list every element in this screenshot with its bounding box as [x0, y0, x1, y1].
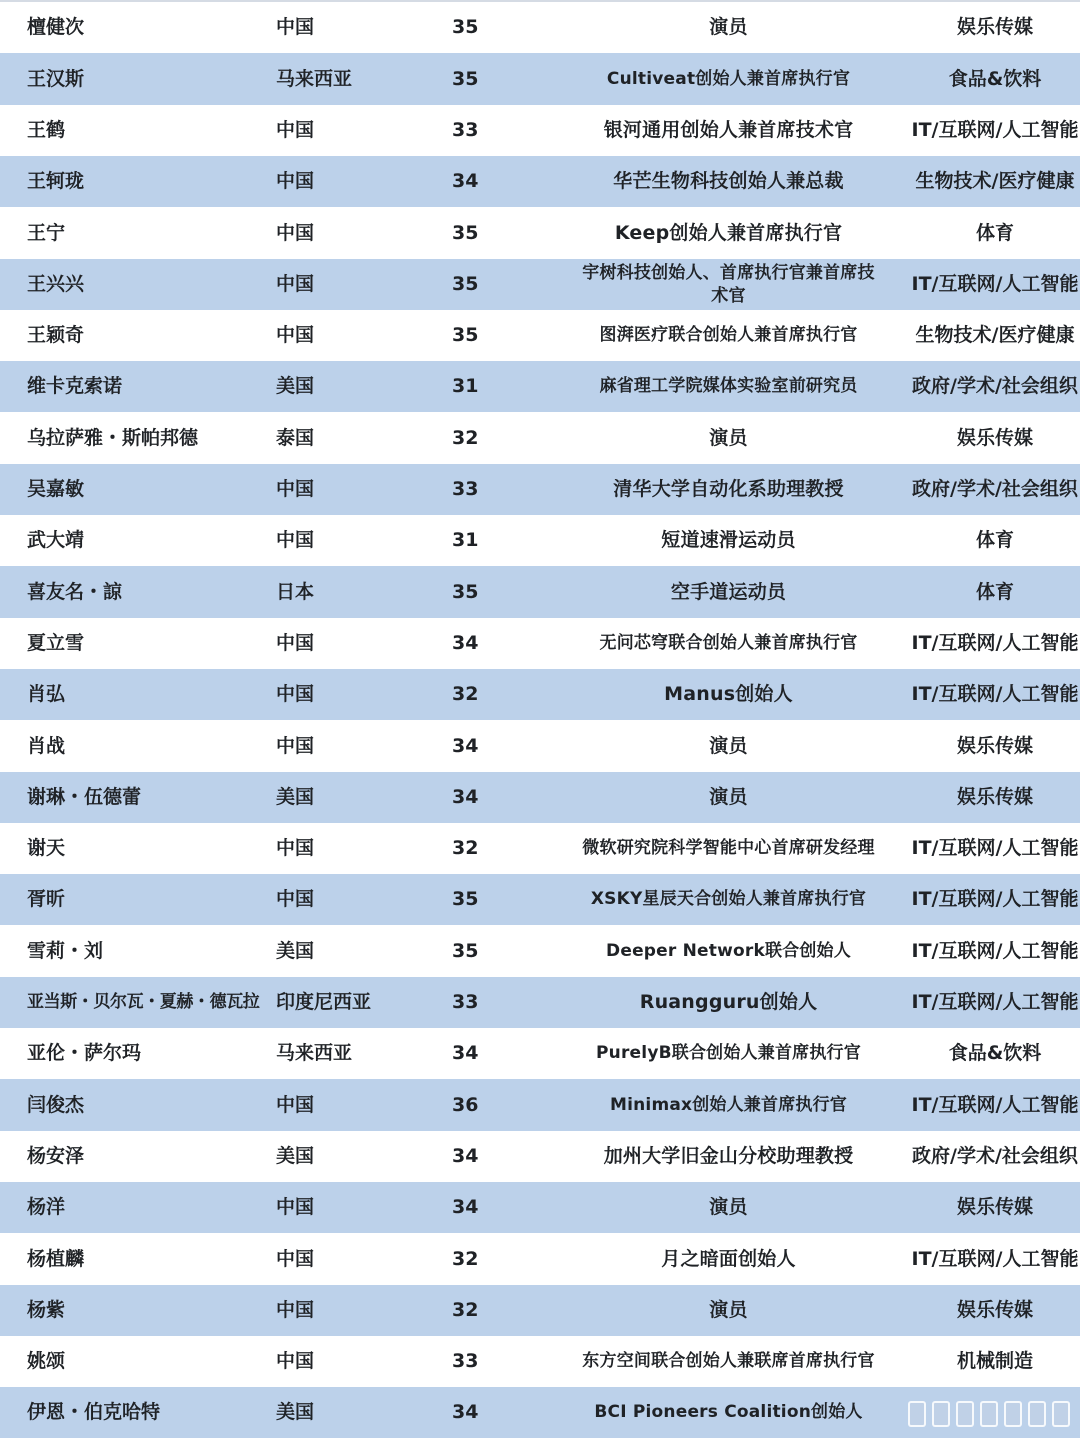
age-cell: 34	[452, 786, 479, 808]
industry-cell: 体育	[975, 221, 1014, 244]
age-cell: 32	[452, 426, 479, 449]
table-row	[0, 1336, 1080, 1387]
role-cell: 图湃医疗联合创始人兼首席执行官	[599, 325, 858, 345]
age-cell: 33	[452, 119, 479, 141]
role-cell: BCI Pioneers Coalition创始人	[594, 1402, 863, 1422]
table-row	[0, 772, 1080, 823]
table-row	[0, 669, 1080, 720]
table-row	[0, 515, 1080, 566]
industry-cell: IT/互联网/人工智能	[911, 119, 1079, 141]
age-cell: 35	[452, 324, 479, 346]
role-cell: 演员	[709, 1196, 748, 1218]
age-cell: 32	[452, 1247, 479, 1270]
role-cell: Minimax创始人兼首席执行官	[609, 1094, 848, 1115]
country-cell: 中国	[276, 1350, 315, 1372]
name-cell: 亚伦・萨尔玛	[27, 1042, 142, 1064]
country-cell: 中国	[276, 273, 315, 295]
name-cell: 王鹤	[27, 119, 66, 141]
name-cell: 伊恩・伯克哈特	[27, 1401, 161, 1423]
table-row	[0, 259, 1080, 310]
name-cell: 姚颂	[27, 1350, 66, 1372]
name-cell: 王宁	[27, 221, 66, 244]
industry-cell: IT/互联网/人工智能	[911, 888, 1079, 910]
country-cell: 中国	[276, 478, 315, 500]
age-cell: 35	[452, 888, 479, 910]
watermark-icon	[908, 1401, 1070, 1427]
role-cell: 月之暗面创始人	[661, 1247, 796, 1270]
industry-cell: IT/互联网/人工智能	[911, 1093, 1079, 1116]
industry-cell: 食品&饮料	[948, 1042, 1042, 1064]
country-cell: 中国	[276, 324, 315, 346]
name-cell: 肖弘	[27, 683, 66, 705]
role-cell: Keep创始人兼首席执行官	[614, 221, 843, 244]
age-cell: 34	[452, 170, 479, 192]
name-cell: 谢琳・伍德蕾	[27, 786, 142, 808]
role-cell: 宇树科技创始人、首席执行官兼首席技术官	[582, 262, 875, 306]
role-cell: Deeper Network联合创始人	[606, 940, 851, 961]
name-cell: 雪莉・刘	[27, 939, 104, 962]
table-row	[0, 1131, 1080, 1182]
country-cell: 泰国	[276, 426, 315, 449]
age-cell: 35	[452, 939, 479, 962]
industry-cell: 机械制造	[956, 1350, 1033, 1372]
age-cell: 34	[452, 632, 479, 654]
age-cell: 34	[452, 1401, 479, 1423]
name-cell: 胥昕	[27, 888, 66, 910]
role-cell: 空手道运动员	[670, 580, 787, 603]
country-cell: 中国	[276, 734, 315, 757]
country-cell: 中国	[276, 888, 315, 910]
country-cell: 中国	[276, 1196, 315, 1218]
name-cell: 夏立雪	[27, 632, 85, 654]
industry-cell: IT/互联网/人工智能	[911, 1247, 1079, 1270]
role-cell: 华芒生物科技创始人兼总裁	[613, 170, 844, 192]
role-cell: 微软研究院科学智能中心首席研发经理	[582, 838, 875, 858]
name-cell: 亚当斯・贝尔瓦・夏赫・德瓦拉	[27, 992, 260, 1012]
name-cell: 闫俊杰	[27, 1093, 85, 1116]
industry-cell: 娱乐传媒	[956, 1196, 1033, 1218]
age-cell: 32	[452, 837, 479, 859]
country-cell: 中国	[276, 1093, 315, 1116]
age-cell: 34	[452, 734, 479, 757]
country-cell: 美国	[276, 786, 315, 808]
age-cell: 31	[452, 529, 479, 551]
age-cell: 32	[452, 1299, 479, 1321]
industry-cell: 食品&饮料	[948, 67, 1042, 90]
industry-cell: 娱乐传媒	[956, 786, 1033, 808]
age-cell: 33	[452, 991, 479, 1013]
name-cell: 王汉斯	[27, 67, 85, 90]
role-cell: 短道速滑运动员	[661, 529, 796, 551]
industry-cell: IT/互联网/人工智能	[911, 273, 1079, 295]
age-cell: 33	[452, 1350, 479, 1372]
age-cell: 32	[452, 683, 479, 705]
table-row	[0, 207, 1080, 259]
age-cell: 35	[452, 67, 479, 90]
name-cell: 王颖奇	[27, 324, 85, 346]
role-cell: 无问芯穹联合创始人兼首席执行官	[599, 633, 858, 653]
table-row	[0, 874, 1080, 925]
role-cell: 加州大学旧金山分校助理教授	[603, 1145, 854, 1167]
role-cell: 麻省理工学院媒体实验室前研究员	[599, 376, 858, 396]
role-cell: 演员	[709, 426, 748, 449]
table-row	[0, 310, 1080, 361]
country-cell: 美国	[276, 939, 315, 962]
age-cell: 35	[452, 273, 479, 295]
name-cell: 肖战	[27, 734, 66, 757]
role-cell: Ruangguru创始人	[639, 991, 818, 1013]
industry-cell: 体育	[975, 580, 1014, 603]
table-row	[0, 823, 1080, 874]
table-row	[0, 720, 1080, 772]
name-cell: 喜友名・諒	[27, 580, 123, 603]
role-cell: 演员	[709, 734, 748, 757]
industry-cell: 政府/学术/社会组织	[912, 1145, 1078, 1167]
name-cell: 杨植麟	[27, 1247, 85, 1270]
role-cell: Cultiveat创始人兼首席执行官	[606, 68, 851, 89]
name-cell: 维卡克索诺	[27, 375, 123, 397]
table-row	[0, 566, 1080, 618]
country-cell: 日本	[276, 580, 315, 603]
table-row	[0, 1079, 1080, 1131]
table-row	[0, 977, 1080, 1028]
country-cell: 中国	[276, 683, 315, 705]
table-row	[0, 105, 1080, 156]
name-cell: 武大靖	[27, 529, 85, 551]
country-cell: 中国	[276, 170, 315, 192]
country-cell: 中国	[276, 1299, 315, 1321]
role-cell: 东方空间联合创始人兼联席首席执行官	[582, 1351, 875, 1371]
industry-cell: IT/互联网/人工智能	[911, 837, 1079, 859]
age-cell: 35	[452, 16, 479, 38]
role-cell: XSKY星辰天合创始人兼首席执行官	[590, 889, 867, 909]
table-row	[0, 2, 1080, 53]
role-cell: 演员	[709, 16, 748, 38]
industry-cell: 政府/学术/社会组织	[912, 375, 1078, 397]
age-cell: 34	[452, 1042, 479, 1064]
industry-cell: 娱乐传媒	[956, 426, 1033, 449]
table-row	[0, 1028, 1080, 1079]
table-row	[0, 1285, 1080, 1336]
age-cell: 34	[452, 1196, 479, 1218]
name-cell: 谢天	[27, 837, 66, 859]
age-cell: 35	[452, 580, 479, 603]
role-cell: 银河通用创始人兼首席技术官	[603, 119, 854, 141]
name-cell: 王兴兴	[27, 273, 85, 295]
industry-cell: 政府/学术/社会组织	[912, 478, 1078, 500]
country-cell: 马来西亚	[276, 67, 353, 90]
name-cell: 乌拉萨雅・斯帕邦德	[27, 426, 199, 449]
table-row	[0, 925, 1080, 977]
country-cell: 中国	[276, 119, 315, 141]
name-cell: 杨安泽	[27, 1145, 85, 1167]
age-cell: 31	[452, 375, 479, 397]
country-cell: 中国	[276, 529, 315, 551]
role-cell: 清华大学自动化系助理教授	[613, 478, 844, 500]
country-cell: 美国	[276, 375, 315, 397]
role-cell: Manus创始人	[664, 683, 793, 705]
age-cell: 33	[452, 478, 479, 500]
age-cell: 34	[452, 1145, 479, 1167]
industry-cell: 生物技术/医疗健康	[915, 170, 1075, 192]
country-cell: 印度尼西亚	[276, 991, 372, 1013]
country-cell: 美国	[276, 1145, 315, 1167]
role-cell: PurelyB联合创始人兼首席执行官	[596, 1043, 861, 1063]
name-cell: 杨紫	[27, 1299, 66, 1321]
country-cell: 中国	[276, 221, 315, 244]
name-cell: 吴嘉敏	[27, 478, 85, 500]
name-cell: 王轲珑	[27, 170, 85, 192]
industry-cell: IT/互联网/人工智能	[911, 632, 1079, 654]
industry-cell: IT/互联网/人工智能	[911, 939, 1079, 962]
industry-cell: 体育	[975, 529, 1014, 551]
table-row	[0, 412, 1080, 464]
industry-cell: IT/互联网/人工智能	[911, 991, 1079, 1013]
table-row	[0, 156, 1080, 207]
country-cell: 美国	[276, 1401, 315, 1423]
country-cell: 中国	[276, 837, 315, 859]
table-row	[0, 53, 1080, 105]
country-cell: 中国	[276, 632, 315, 654]
table-row	[0, 361, 1080, 412]
industry-cell: 生物技术/医疗健康	[915, 324, 1075, 346]
industry-cell: IT/互联网/人工智能	[911, 683, 1079, 705]
industry-cell: 娱乐传媒	[956, 1299, 1033, 1321]
table-row	[0, 1182, 1080, 1233]
table-row	[0, 1233, 1080, 1285]
table-row	[0, 464, 1080, 515]
name-cell: 檀健次	[27, 16, 85, 38]
age-cell: 36	[452, 1093, 479, 1116]
country-cell: 中国	[276, 1247, 315, 1270]
country-cell: 马来西亚	[276, 1042, 353, 1064]
industry-cell: 娱乐传媒	[956, 734, 1033, 757]
role-cell: 演员	[709, 786, 748, 808]
name-cell: 杨洋	[27, 1196, 66, 1218]
role-cell: 演员	[709, 1299, 748, 1321]
industry-cell: 娱乐传媒	[956, 16, 1033, 38]
age-cell: 35	[452, 221, 479, 244]
country-cell: 中国	[276, 16, 315, 38]
table-row	[0, 618, 1080, 669]
